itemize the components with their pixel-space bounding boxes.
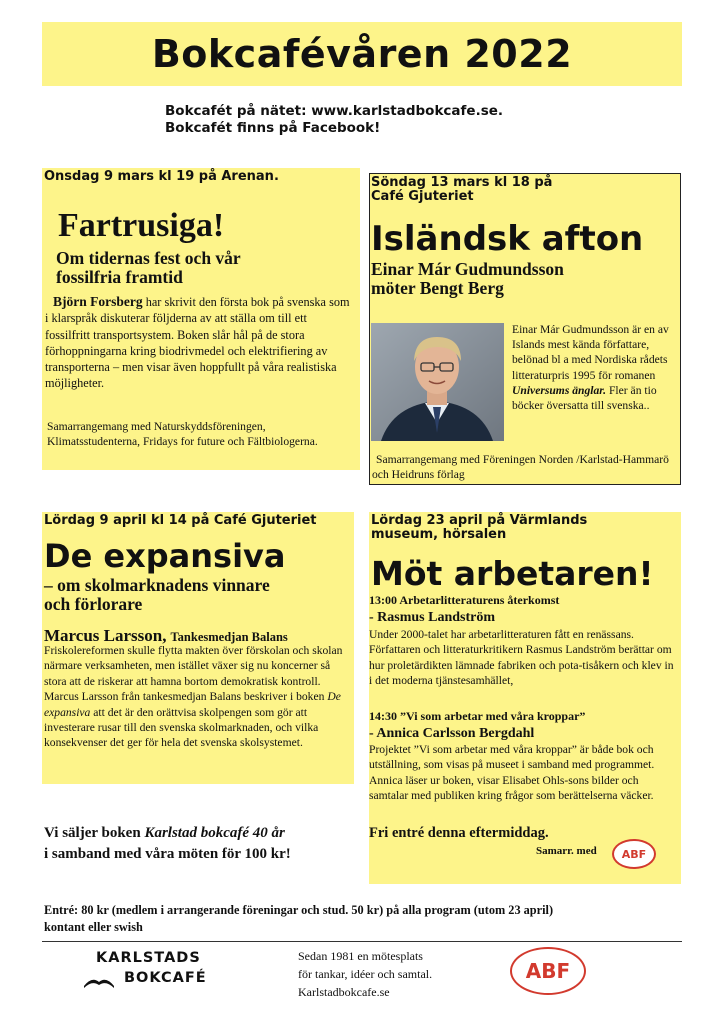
event3-title: De expansiva — [44, 537, 286, 575]
event1-subtitle-line2: fossilfria framtid — [56, 267, 183, 287]
event2-subtitle-line2: möter Bengt Berg — [371, 278, 504, 298]
logo-line1: KARLSTADS — [96, 950, 201, 966]
event1-author: Björn Forsberg — [53, 294, 143, 309]
event3-body-text2: att det är den orättvisa skolpengen som gör att investerare rusar till den svenska skolmarknaden, och vilka konsekvenser det ger för hela det svenska skolsystemet. — [44, 705, 319, 750]
event2-partners: Samarrangemang med Föreningen Norden /Karlstad-Hammarö och Heidruns förlag — [372, 453, 669, 482]
event4-free-entry: Fri entré denna eftermiddag. — [369, 825, 549, 841]
tagline-line2: för tankar, idéer och samtal. — [298, 967, 433, 981]
event3-body-text: Friskolereformen skulle flytta makten över förskolan och skolan närmare verksamheten, men istället växer sig nu koncerner så stora att de riskerar att hamna bortom demokratisk kontroll. Marcus Larsson från tankesmedjan Balans beskriver i boken — [44, 644, 343, 704]
entry-line2: kontant eller swish — [44, 920, 143, 934]
event2-title: Isländsk afton — [371, 219, 644, 259]
event1-subtitle-line1: Om tidernas fest och vår — [56, 248, 241, 268]
book-offer-line2: i samband med våra möten för 100 kr! — [44, 846, 291, 862]
book-offer-title: Karlstad bokcafé 40 år — [144, 825, 285, 841]
author-portrait-photo — [371, 323, 504, 441]
karlstads-bokcafe-logo — [82, 950, 232, 994]
event4-speaker2: - Annica Carlsson Bergdahl — [369, 726, 535, 741]
logo-line2: BOKCAFÉ — [124, 970, 207, 986]
event3-author-org: Tankesmedjan Balans — [170, 630, 288, 644]
event1-partners: Samarrangemang med Naturskyddsföreningen, Klimatsstudenterna, Fridays for future och Fältbiologerna. — [47, 420, 318, 449]
footer-tagline — [298, 947, 432, 1001]
event4-co-organizer: Samarr. med — [536, 845, 597, 857]
entry-info — [44, 902, 553, 936]
event1-date: Onsdag 9 mars kl 19 på Arenan. — [44, 169, 279, 184]
event4-body1: Under 2000-talet har arbetarlitteraturen fått en renässans. Författaren och litteraturkritikern Rasmus Landström berättar om hur proletärdikten lämnade fabriken och pota-tisåkern och klev in i det moderna tjänstesamhället, — [369, 628, 674, 688]
footer-divider — [42, 941, 682, 942]
book-offer — [44, 823, 291, 865]
tagline-line1: Sedan 1981 en mötesplats — [298, 949, 423, 963]
book-offer-line1 — [44, 823, 291, 844]
event4-date-line2: museum, hörsalen — [371, 527, 507, 542]
event2-subtitle-line1: Einar Már Gudmundsson — [371, 259, 564, 279]
event3-subtitle — [44, 576, 270, 614]
event3-subtitle-line2: och förlorare — [44, 594, 143, 614]
event2-bio-text: Einar Már Gudmundsson är en av Islands mest kända författare, belönad bl a med Nordiska rådets litteraturpris 1995 för romanen — [512, 323, 669, 382]
event4-date — [371, 514, 587, 542]
event2-bio — [512, 322, 676, 413]
event3-date: Lördag 9 april kl 14 på Café Gjuteriet — [44, 513, 317, 528]
book-icon — [82, 972, 116, 990]
facebook-line: Bokcafét finns på Facebook! — [165, 120, 381, 136]
event1-subtitle — [56, 249, 241, 287]
abf-logo-large: ABF — [510, 947, 586, 995]
portrait-illustration — [371, 323, 504, 441]
event1-title: Fartrusiga! — [58, 207, 225, 244]
page-title: Bokcafévåren 2022 — [151, 32, 573, 76]
entry-line1: Entré: 80 kr (medlem i arrangerande föreningar och stud. 50 kr) på alla program (utom 23 april) — [44, 903, 554, 917]
event4-body2: Projektet ”Vi som arbetar med våra kroppar” är både bok och utställning, som visas på museet i samband med programmet. Annica läser ur boken, visar Elisabet Ohls-sons bilder och samtalar med publiken kring frågor som berättelserna väcker. — [369, 743, 655, 803]
event3-author: Marcus Larsson, — [44, 626, 167, 645]
abf-logo-small: ABF — [612, 839, 656, 869]
book-offer-text: Vi säljer boken — [44, 825, 141, 841]
title-banner — [42, 22, 682, 86]
event4-time2: 14:30 ”Vi som arbetar med våra kroppar” — [369, 709, 586, 723]
tagline-website: Karlstadbokcafe.se — [298, 985, 390, 999]
event3-description — [44, 643, 352, 751]
event2-bio-book: Universums änglar. — [512, 383, 607, 397]
event2-bio-text2: Fler än tio böcker översatta till svenska.. — [512, 383, 657, 413]
event4-title: Möt arbetaren! — [371, 554, 654, 593]
event2-date — [371, 176, 552, 204]
event4-speaker1: - Rasmus Landström — [369, 610, 496, 625]
event4-time1: 13:00 Arbetarlitteraturens återkomst — [369, 593, 560, 607]
website-line: Bokcafét på nätet: www.karlstadbokcafe.se. — [165, 103, 504, 119]
event2-date-line1: Söndag 13 mars kl 18 på — [371, 175, 553, 190]
event3-body-book: De expansiva — [44, 690, 341, 719]
event3-subtitle-line1: – om skolmarknadens vinnare — [44, 575, 270, 595]
event1-body: har skrivit den första bok på svenska som i klarspråk diskuterar följderna av att ställa om till ett fossilfritt transportsystem. Boken slår hål på de stora förhoppningarna kring biodrivmedel och elektrifiering av transporterna – men visar även hoppfullt på våra realistiska möjligheter. — [45, 295, 350, 391]
event2-subtitle — [371, 260, 564, 298]
event4-date-line1: Lördag 23 april på Värmlands — [371, 513, 588, 528]
event2-date-line2: Café Gjuteriet — [371, 189, 474, 204]
web-info — [165, 103, 503, 137]
event1-description — [45, 294, 355, 392]
